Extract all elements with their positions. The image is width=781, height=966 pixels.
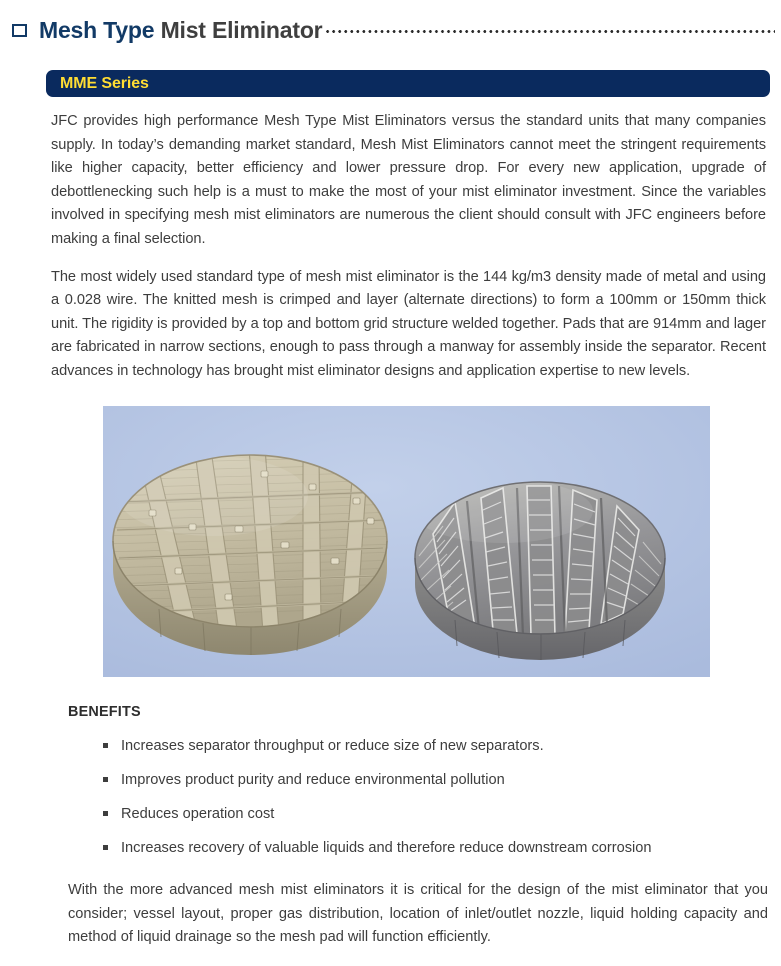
list-item-label: Reduces operation cost — [121, 806, 275, 822]
page-title-primary: Mesh Type — [39, 16, 155, 43]
benefits-list — [68, 736, 768, 858]
mesh-pad-photo — [103, 406, 710, 677]
series-banner — [46, 70, 770, 97]
list-item — [103, 838, 768, 858]
paragraph-1: JFC provides high performance Mesh Type Mist Eliminators versus the standard units that many companies supply. In today’s demanding market standard, Mesh Mist Eliminators cannot meet the stringent requirements like higher capacity, better efficiency and lower pressure drop. For every new application, upgrade of debottlenecking such help is a must to make the most of your mist eliminator investment. Since the variables involved in specifying mesh mist eliminators are numerous the client should consult with JFC engineers before making a final selection. — [51, 113, 766, 247]
checkbox-outline-icon — [12, 24, 27, 37]
bullet-square-icon — [103, 811, 108, 816]
list-item — [103, 770, 768, 790]
list-item — [103, 736, 768, 756]
mesh-pad-steel — [413, 479, 665, 660]
bullet-square-icon — [103, 777, 108, 782]
intro-content — [51, 110, 766, 384]
page-header — [0, 12, 781, 48]
paragraph-2: The most widely used standard type of mesh mist eliminator is the 144 kg/m3 density made of metal and using a 0.028 wire. The knitted mesh is crimped and layer (alternate directions) to form a 100mm or 150mm thick unit. The rigidity is provided by a top and bottom grid structure welded together. Pads that are 914mm and lager are fabricated in narrow sections, enough to pass through a manway for assembly inside the separator. Recent advances in technology has brought mist eliminator designs and application expertise to new levels. — [51, 268, 766, 379]
list-item-label: Increases separator throughput or reduce size of new separators. — [121, 738, 544, 754]
list-item — [103, 804, 768, 824]
bullet-square-icon — [103, 743, 108, 748]
benefits-section — [68, 704, 768, 858]
leader-dots — [326, 19, 775, 42]
benefits-heading: BENEFITS — [68, 704, 141, 720]
page-title — [39, 17, 322, 44]
list-item-label: Improves product purity and reduce environmental pollution — [121, 772, 505, 788]
series-banner-label: MME Series — [60, 74, 149, 92]
mesh-pad-illustration — [103, 406, 710, 677]
closing-paragraph: With the more advanced mesh mist eliminators it is critical for the design of the mist eliminator that you consider; vessel layout, proper gas distribution, location of inlet/outlet nozzle, liquid holding capacity and method of liquid drainage so the mesh pad will function efficiently. — [68, 882, 768, 946]
list-item-label: Increases recovery of valuable liquids and therefore reduce downstream corrosion — [121, 840, 652, 856]
page-title-secondary: Mist Eliminator — [160, 16, 323, 43]
bullet-square-icon — [103, 845, 108, 850]
